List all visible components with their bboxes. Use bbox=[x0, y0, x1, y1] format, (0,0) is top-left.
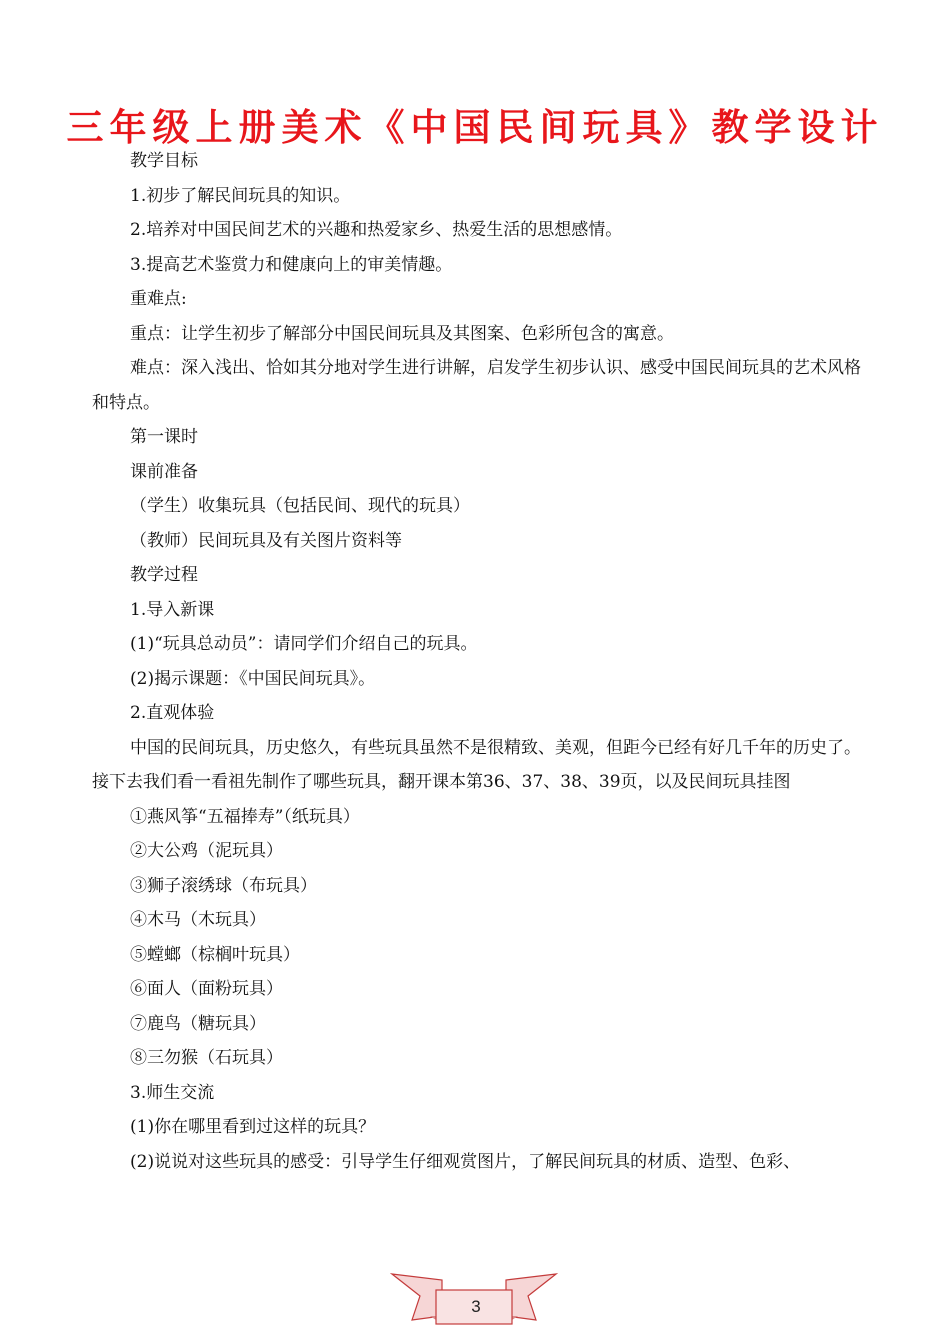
paragraph: 2.直观体验 bbox=[130, 703, 215, 723]
list-item: ⑧三勿猴（石玩具） bbox=[130, 1048, 283, 1068]
section-heading: 教学过程 bbox=[130, 565, 198, 585]
list-item: ⑤螳螂（棕榈叶玩具） bbox=[130, 944, 300, 965]
document-title: 三年级上册美术《中国民间玩具》教学设计 bbox=[66, 106, 884, 149]
list-item: ①燕风筝“五福捧寿”（纸玩具） bbox=[130, 806, 360, 827]
paragraph: 3.提高艺术鉴赏力和健康向上的审美情趣。 bbox=[130, 254, 453, 275]
paragraph: 重点：让学生初步了解部分中国民间玩具及其图案、色彩所包含的寓意。 bbox=[130, 323, 674, 344]
paragraph: (1)“玩具总动员”：请同学们介绍自己的玩具。 bbox=[130, 634, 478, 654]
list-item: ⑦鹿鸟（糖玩具） bbox=[130, 1013, 266, 1034]
paragraph: (1)你在哪里看到过这样的玩具？ bbox=[130, 1117, 376, 1137]
section-heading: 重难点: bbox=[130, 289, 187, 309]
paragraph: （教师）民间玩具及有关图片资料等 bbox=[130, 530, 402, 551]
paragraph: 中国的民间玩具，历史悠久，有些玩具虽然不是很精致、美观，但距今已经有好几千年的历史了。接下去我们看一看祖先制作了哪些玩具，翻开课本第36、37、38、39页，以及民间玩具挂图 bbox=[92, 737, 861, 792]
paragraph: （学生）收集玩具（包括民间、现代的玩具） bbox=[130, 496, 470, 516]
list-item: ②大公鸡（泥玩具） bbox=[130, 841, 283, 861]
list-item: ④木马（木玩具） bbox=[130, 910, 266, 930]
paragraph: (2)说说对这些玩具的感受：引导学生仔细观赏图片，了解民间玩具的材质、造型、色彩、 bbox=[130, 1151, 801, 1172]
paragraph: 2.培养对中国民间艺术的兴趣和热爱家乡、热爱生活的思想感情。 bbox=[130, 220, 623, 240]
paragraph: 1.导入新课 bbox=[130, 599, 215, 620]
paragraph: 难点：深入浅出、恰如其分地对学生进行讲解，启发学生初步认识、感受中国民间玩具的艺术风格和特点。 bbox=[92, 358, 861, 413]
paragraph: (2)揭示课题：《中国民间玩具》。 bbox=[130, 668, 376, 689]
section-heading: 教学目标 bbox=[130, 151, 198, 171]
paragraph: 1.初步了解民间玩具的知识。 bbox=[130, 185, 351, 206]
document-body bbox=[92, 144, 864, 1179]
list-item: ⑥面人（面粉玩具） bbox=[130, 979, 283, 999]
paragraph: 3.师生交流 bbox=[130, 1082, 215, 1103]
page-number: 3 bbox=[471, 1297, 481, 1316]
section-heading: 第一课时 bbox=[130, 427, 198, 447]
list-item: ③狮子滚绣球（布玩具） bbox=[130, 875, 317, 896]
section-heading: 课前准备 bbox=[130, 461, 198, 482]
